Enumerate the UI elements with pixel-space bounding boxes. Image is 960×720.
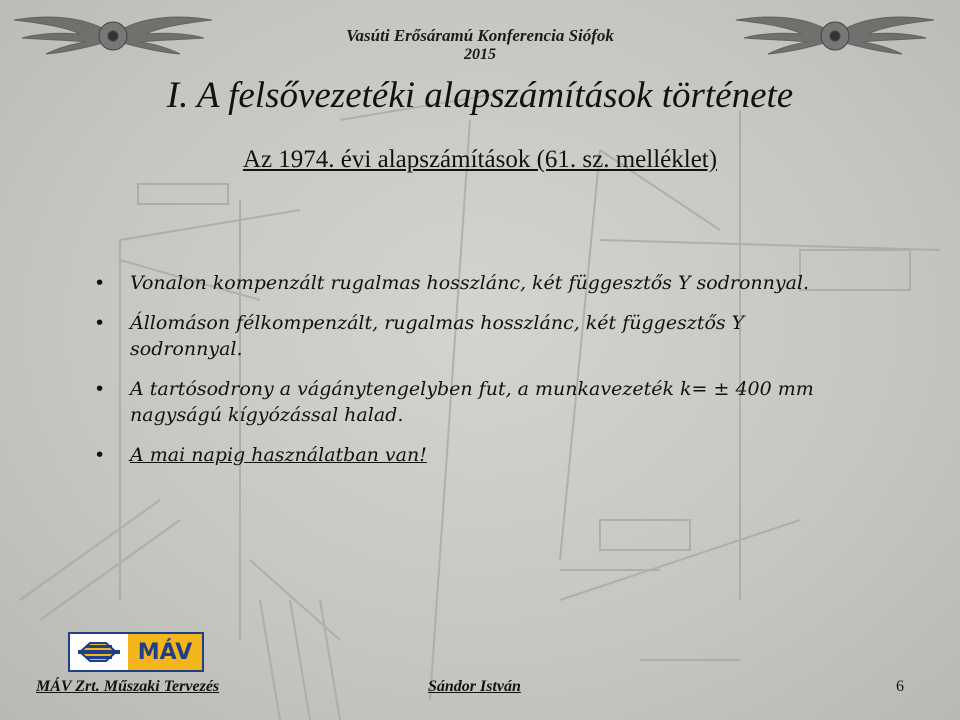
bullet-highlight-text: A mai napig használatban van!: [130, 444, 427, 466]
page-number: 6: [896, 678, 904, 695]
slide-subtitle: Az 1974. évi alapszámítások (61. sz. melléklet): [242, 146, 718, 173]
bullet-item-highlight: [94, 442, 854, 468]
mav-logo-text: MÁV: [128, 634, 202, 670]
conference-year: 2015: [464, 46, 496, 63]
mav-logo-icon: [70, 634, 128, 670]
conference-name: Vasúti Erősáramú Konferencia Siófok: [346, 26, 614, 45]
mav-logo: [68, 632, 204, 672]
bullet-item: • Vonalon kompenzált rugalmas hosszlánc, két függesztős Y sodronnyal.: [94, 270, 854, 296]
slide-title: I. A felsővezetéki alapszámítások története: [166, 75, 794, 116]
footer-company: MÁV Zrt. Műszaki Tervezés: [36, 678, 220, 695]
bullet-item: • A tartósodrony a vágánytengelyben fut, a munkavezeték k= ± 400 mm nagyságú kígyózással halad.: [94, 376, 854, 428]
bullet-list: [94, 270, 854, 482]
footer-author: Sándor István: [428, 678, 521, 695]
bullet-item: • Állomáson félkompenzált, rugalmas hosszlánc, két függesztős Y sodronnyal.: [94, 310, 854, 362]
